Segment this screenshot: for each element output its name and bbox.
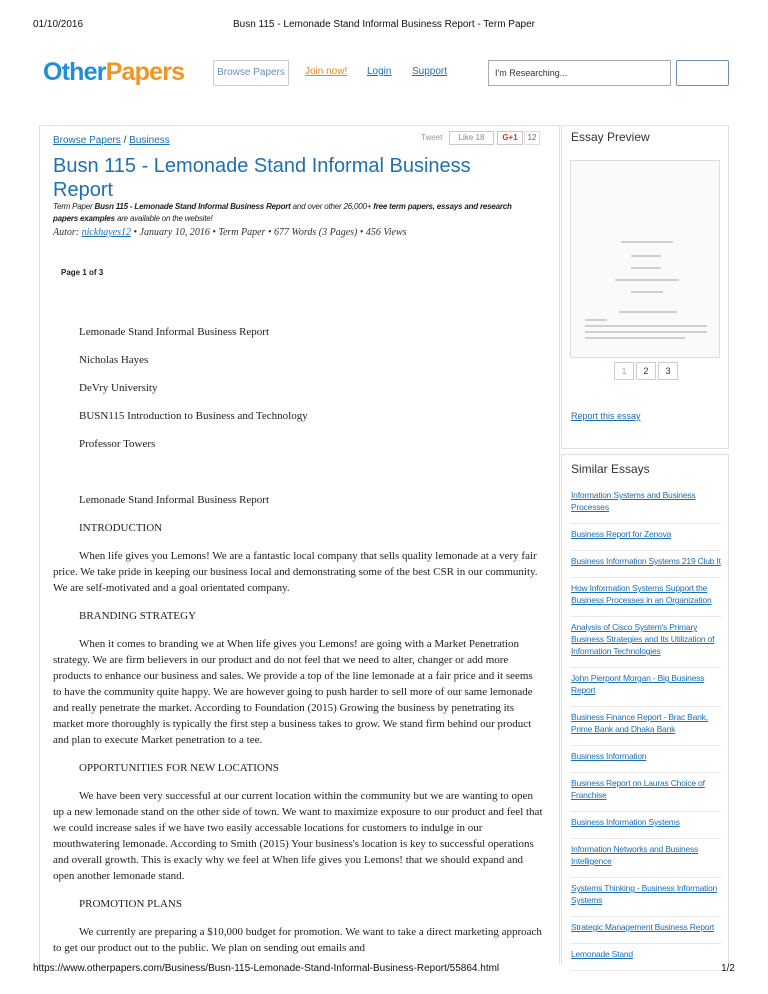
essay-preview-thumbnail[interactable] bbox=[570, 160, 720, 358]
print-date: 01/10/2016 bbox=[33, 19, 84, 30]
essay-header-line: Professor Towers bbox=[79, 438, 156, 450]
page-indicator: Page 1 of 3 bbox=[61, 268, 104, 277]
similar-essay-link[interactable]: Business Finance Report - Brac Bank, Prime Bank and Dhaka Bank bbox=[571, 711, 721, 746]
google-plus-count: 12 bbox=[524, 131, 540, 145]
similar-essay-link[interactable]: Lemonade Stand bbox=[571, 948, 721, 971]
similar-essay-link[interactable]: Business Report on Lauras Choice of Franchise bbox=[571, 777, 721, 812]
breadcrumb-browse-link[interactable]: Browse Papers bbox=[53, 135, 121, 146]
print-url: https://www.otherpapers.com/Business/Busn-115-Lemonade-Stand-Informal-Business-Report/55864.html bbox=[33, 963, 500, 974]
author-link[interactable]: nickhayes12 bbox=[81, 227, 132, 238]
essay-header-line: BUSN115 Introduction to Business and Technology bbox=[79, 410, 308, 422]
similar-essay-link[interactable]: Information Networks and Business Intelligence bbox=[571, 843, 721, 878]
similar-essay-link[interactable]: Analysis of Cisco System's Primary Business Strategies and Its Utilization of Information Technologies bbox=[571, 621, 721, 668]
similar-essay-link[interactable]: Business Information Systems bbox=[571, 816, 721, 839]
section-heading: INTRODUCTION bbox=[79, 522, 163, 534]
essay-preview-title: Essay Preview bbox=[571, 130, 650, 144]
essay-header-line: Lemonade Stand Informal Business Report bbox=[79, 326, 270, 338]
similar-essay-link[interactable]: Business Information bbox=[571, 750, 721, 773]
similar-essay-link[interactable]: Strategic Management Business Report bbox=[571, 921, 721, 944]
similar-essays-list bbox=[571, 489, 721, 975]
similar-essay-link[interactable]: Systems Thinking - Business Information Systems bbox=[571, 882, 721, 917]
document-meta: Autor: nickhayes12 • January 10, 2016 • Term Paper • 677 Words (3 Pages) • 456 Views bbox=[53, 227, 407, 238]
similar-essays-title: Similar Essays bbox=[571, 462, 650, 476]
print-footer bbox=[0, 963, 768, 977]
support-link[interactable]: Support bbox=[412, 66, 448, 77]
intro-text: Term Paper Busn 115 - Lemonade Stand Informal Business Report and over other 26,000+ free term papers, essays and research papers examples are available on the website! bbox=[53, 202, 512, 223]
page-title: Busn 115 - Lemonade Stand Informal Business Report bbox=[53, 155, 471, 201]
preview-page-3[interactable]: 3 bbox=[658, 362, 678, 380]
essay-paragraph: When it comes to branding we at When life gives you Lemons! are going with a Market Penetration strategy. We are firm believers in our product and do not feel that we need to alter, changer or add more products to enhance our business and sales. We provide a top of the line lemonade at a fair price and it seems to have the community quite happy. We are however going to push harder to sell more of our same lemonade and really penetrate the market. According to Foundation (2015) Growing the business by penetrating its market more thoroughly is typically the first step a business takes to grow. We stand firm behind our product and plan to execute Market penetration to a tee. bbox=[53, 638, 533, 746]
search-button[interactable] bbox=[676, 60, 729, 86]
essay-paragraph: We currently are preparing a $10,000 budget for promotion. We want to take a direct marketing approach to get our product out to the public. We plan on sending out emails and bbox=[53, 926, 542, 954]
facebook-like-button[interactable]: Like 18 bbox=[449, 131, 494, 145]
print-title: Busn 115 - Lemonade Stand Informal Business Report - Term Paper bbox=[232, 19, 535, 30]
essay-paragraph: When life gives you Lemons! We are a fantastic local company that sells quality lemonade at a very fair price. We take pride in keeping our business local and demonstrating some of the best CSR in our community. We are self-motivated and a goal orientated company. bbox=[53, 550, 538, 594]
search-input[interactable]: I'm Researching... bbox=[488, 60, 671, 86]
login-link[interactable]: Login bbox=[367, 66, 392, 77]
preview-page-2[interactable]: 2 bbox=[636, 362, 656, 380]
top-navbar bbox=[0, 56, 768, 90]
site-logo[interactable]: OtherPapers bbox=[43, 58, 185, 86]
print-page-number: 1/2 bbox=[721, 963, 735, 974]
similar-essay-link[interactable]: Business Report for Zenova bbox=[571, 528, 721, 551]
essay-paragraph: We have been very successful at our current location within the community but we are wanting to open up a new lemonade stand on the other side of town. We want to maximize exposure to our product and feel that we could increase sales if we have two easily accessable locations for customers to indulge in our mouthwatering lemonade. According to Smith (2015) Your business's location is key to successful operations and overall growth. This is exacly why we feel at When life gives you Lemons! that we should expand and open another lemonade stand. bbox=[53, 790, 543, 882]
essay-header-line: Nicholas Hayes bbox=[79, 354, 149, 366]
similar-essay-link[interactable]: How Information Systems Support the Business Processes in an Organization bbox=[571, 582, 721, 617]
tweet-button[interactable]: Tweet bbox=[421, 133, 443, 142]
report-essay-link[interactable]: Report this essay bbox=[571, 411, 641, 421]
similar-essay-link[interactable]: Information Systems and Business Processes bbox=[571, 489, 721, 524]
breadcrumb: Browse Papers / Business bbox=[53, 135, 170, 146]
similar-essay-link[interactable]: John Pierpont Morgan - Big Business Report bbox=[571, 672, 721, 707]
similar-essay-link[interactable]: Business Information Systems 219 Club It bbox=[571, 555, 721, 578]
join-now-link[interactable]: Join now! bbox=[305, 66, 348, 77]
browse-papers-button[interactable]: Browse Papers bbox=[213, 60, 289, 86]
google-plus-button[interactable]: G+1 bbox=[497, 131, 523, 145]
essay-header-line: DeVry University bbox=[79, 382, 158, 394]
essay-body bbox=[53, 324, 543, 968]
print-header bbox=[0, 19, 768, 33]
preview-page-1[interactable]: 1 bbox=[614, 362, 634, 380]
breadcrumb-category-link[interactable]: Business bbox=[129, 135, 170, 146]
section-heading: PROMOTION PLANS bbox=[79, 898, 182, 910]
section-heading: OPPORTUNITIES FOR NEW LOCATIONS bbox=[79, 762, 279, 774]
section-heading: BRANDING STRATEGY bbox=[79, 610, 197, 622]
essay-report-title: Lemonade Stand Informal Business Report bbox=[79, 494, 270, 506]
